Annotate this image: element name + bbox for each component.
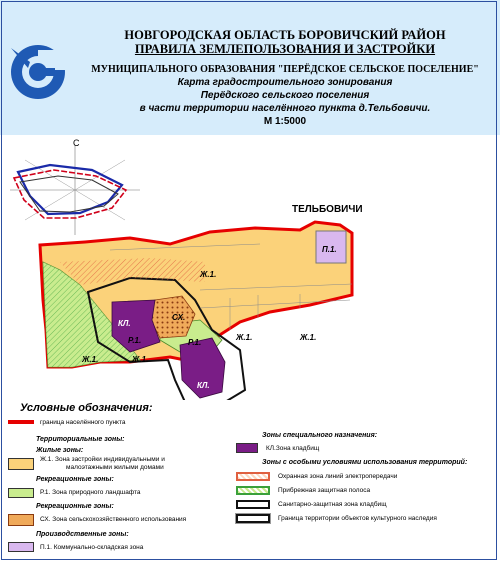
- rules-title: ПРАВИЛА ЗЕМЛЕПОЛЬЗОВАНИЯ И ЗАСТРОЙКИ: [134, 42, 436, 56]
- legend-boundary-label: граница населённого пункта: [40, 419, 126, 426]
- legend-kl-swatch: [236, 443, 258, 453]
- legend-recreation-heading: Рекреационные зоны:: [36, 476, 114, 483]
- legend-residential-heading: Жилые зоны:: [36, 447, 84, 454]
- zone-label-zh1: Ж.1.: [132, 355, 149, 364]
- legend-sx-label: СХ. Зона сельскохозяйственного использования: [40, 516, 187, 523]
- legend-zh1-swatch: [8, 458, 34, 470]
- legend-power-line-label: Охранная зона линий электропередачи: [278, 473, 398, 480]
- legend-sx-swatch: [8, 514, 34, 526]
- legend-r1-label: Р.1. Зона природного ландшафта: [40, 489, 141, 496]
- zone-label-kl: КЛ.: [197, 381, 210, 390]
- legend-water-strip-label: Прибрежная защитная полоса: [278, 487, 371, 494]
- compass-rose: [10, 145, 140, 235]
- zone-label-zh1: Ж.1.: [200, 270, 217, 279]
- zone-label-zh1: Ж.1.: [82, 355, 99, 364]
- legend-title: Условные обозначения:: [20, 402, 153, 414]
- zone-label-zh1: Ж.1.: [236, 333, 253, 342]
- legend-zh1-label-2: малоэтажными жилыми домами: [66, 464, 164, 471]
- zone-label-zh1: Ж.1.: [300, 333, 317, 342]
- legend-water-strip-swatch: [236, 486, 270, 495]
- legend-special-zones-heading: Зоны специального назначения:: [262, 432, 378, 439]
- legend-cultural-swatch: [236, 514, 270, 523]
- legend-cemetery-sanitary-swatch: [236, 500, 270, 509]
- legend-r1-swatch: [8, 488, 34, 498]
- legend-p1-label: П.1. Коммунально-складская зона: [40, 544, 144, 551]
- legend-zh1-label: Ж.1. Зона застройки индивидуальными и: [40, 456, 165, 463]
- map-title: Карта градостроительного зонирования: [177, 77, 393, 88]
- municipality-title: МУНИЦИПАЛЬНОГО ОБРАЗОВАНИЯ "ПЕРЁДСКОЕ СЕЛЬСКОЕ ПОСЕЛЕНИЕ": [91, 64, 479, 75]
- legend-production-heading: Производственные зоны:: [36, 531, 129, 538]
- legend-recreation-heading-2: Рекреационные зоны:: [36, 503, 114, 510]
- legend-p1-swatch: [8, 542, 34, 552]
- map-subtitle: Перёдского сельского поселения: [200, 90, 370, 101]
- compass-north-label: С: [73, 138, 80, 148]
- legend-cultural-label: Граница территории объектов культурного наследия: [278, 515, 437, 522]
- legend-territorial-zones-heading: Территориальные зоны:: [36, 436, 125, 443]
- legend-kl-label: КЛ.Зона кладбищ: [266, 445, 320, 452]
- legend-conditions-heading: Зоны с особыми условиями использования территорий:: [262, 459, 468, 466]
- settlement-name: ТЕЛЬБОВИЧИ: [292, 204, 363, 215]
- zoning-map: [0, 135, 500, 400]
- map-subtitle-2: в части территории населённого пункта д.Тельбовичи.: [139, 103, 431, 114]
- zone-label-r1: Р.1.: [188, 338, 202, 347]
- zone-label-p1: П.1.: [322, 245, 337, 254]
- legend-cemetery-sanitary-label: Санитарно-защитная зона кладбищ: [278, 501, 387, 508]
- zone-label-r1: Р.1.: [128, 336, 142, 345]
- g-logo-icon: [8, 40, 68, 104]
- zone-label-kl: КЛ.: [118, 319, 131, 328]
- map-scale: М 1:5000: [263, 116, 307, 127]
- region-title: НОВГОРОДСКАЯ ОБЛАСТЬ БОРОВИЧСКИЙ РАЙОН: [124, 28, 446, 42]
- legend-power-line-swatch: [236, 472, 270, 481]
- zone-label-sx: СХ.: [172, 313, 186, 322]
- legend-boundary-swatch: [8, 420, 34, 424]
